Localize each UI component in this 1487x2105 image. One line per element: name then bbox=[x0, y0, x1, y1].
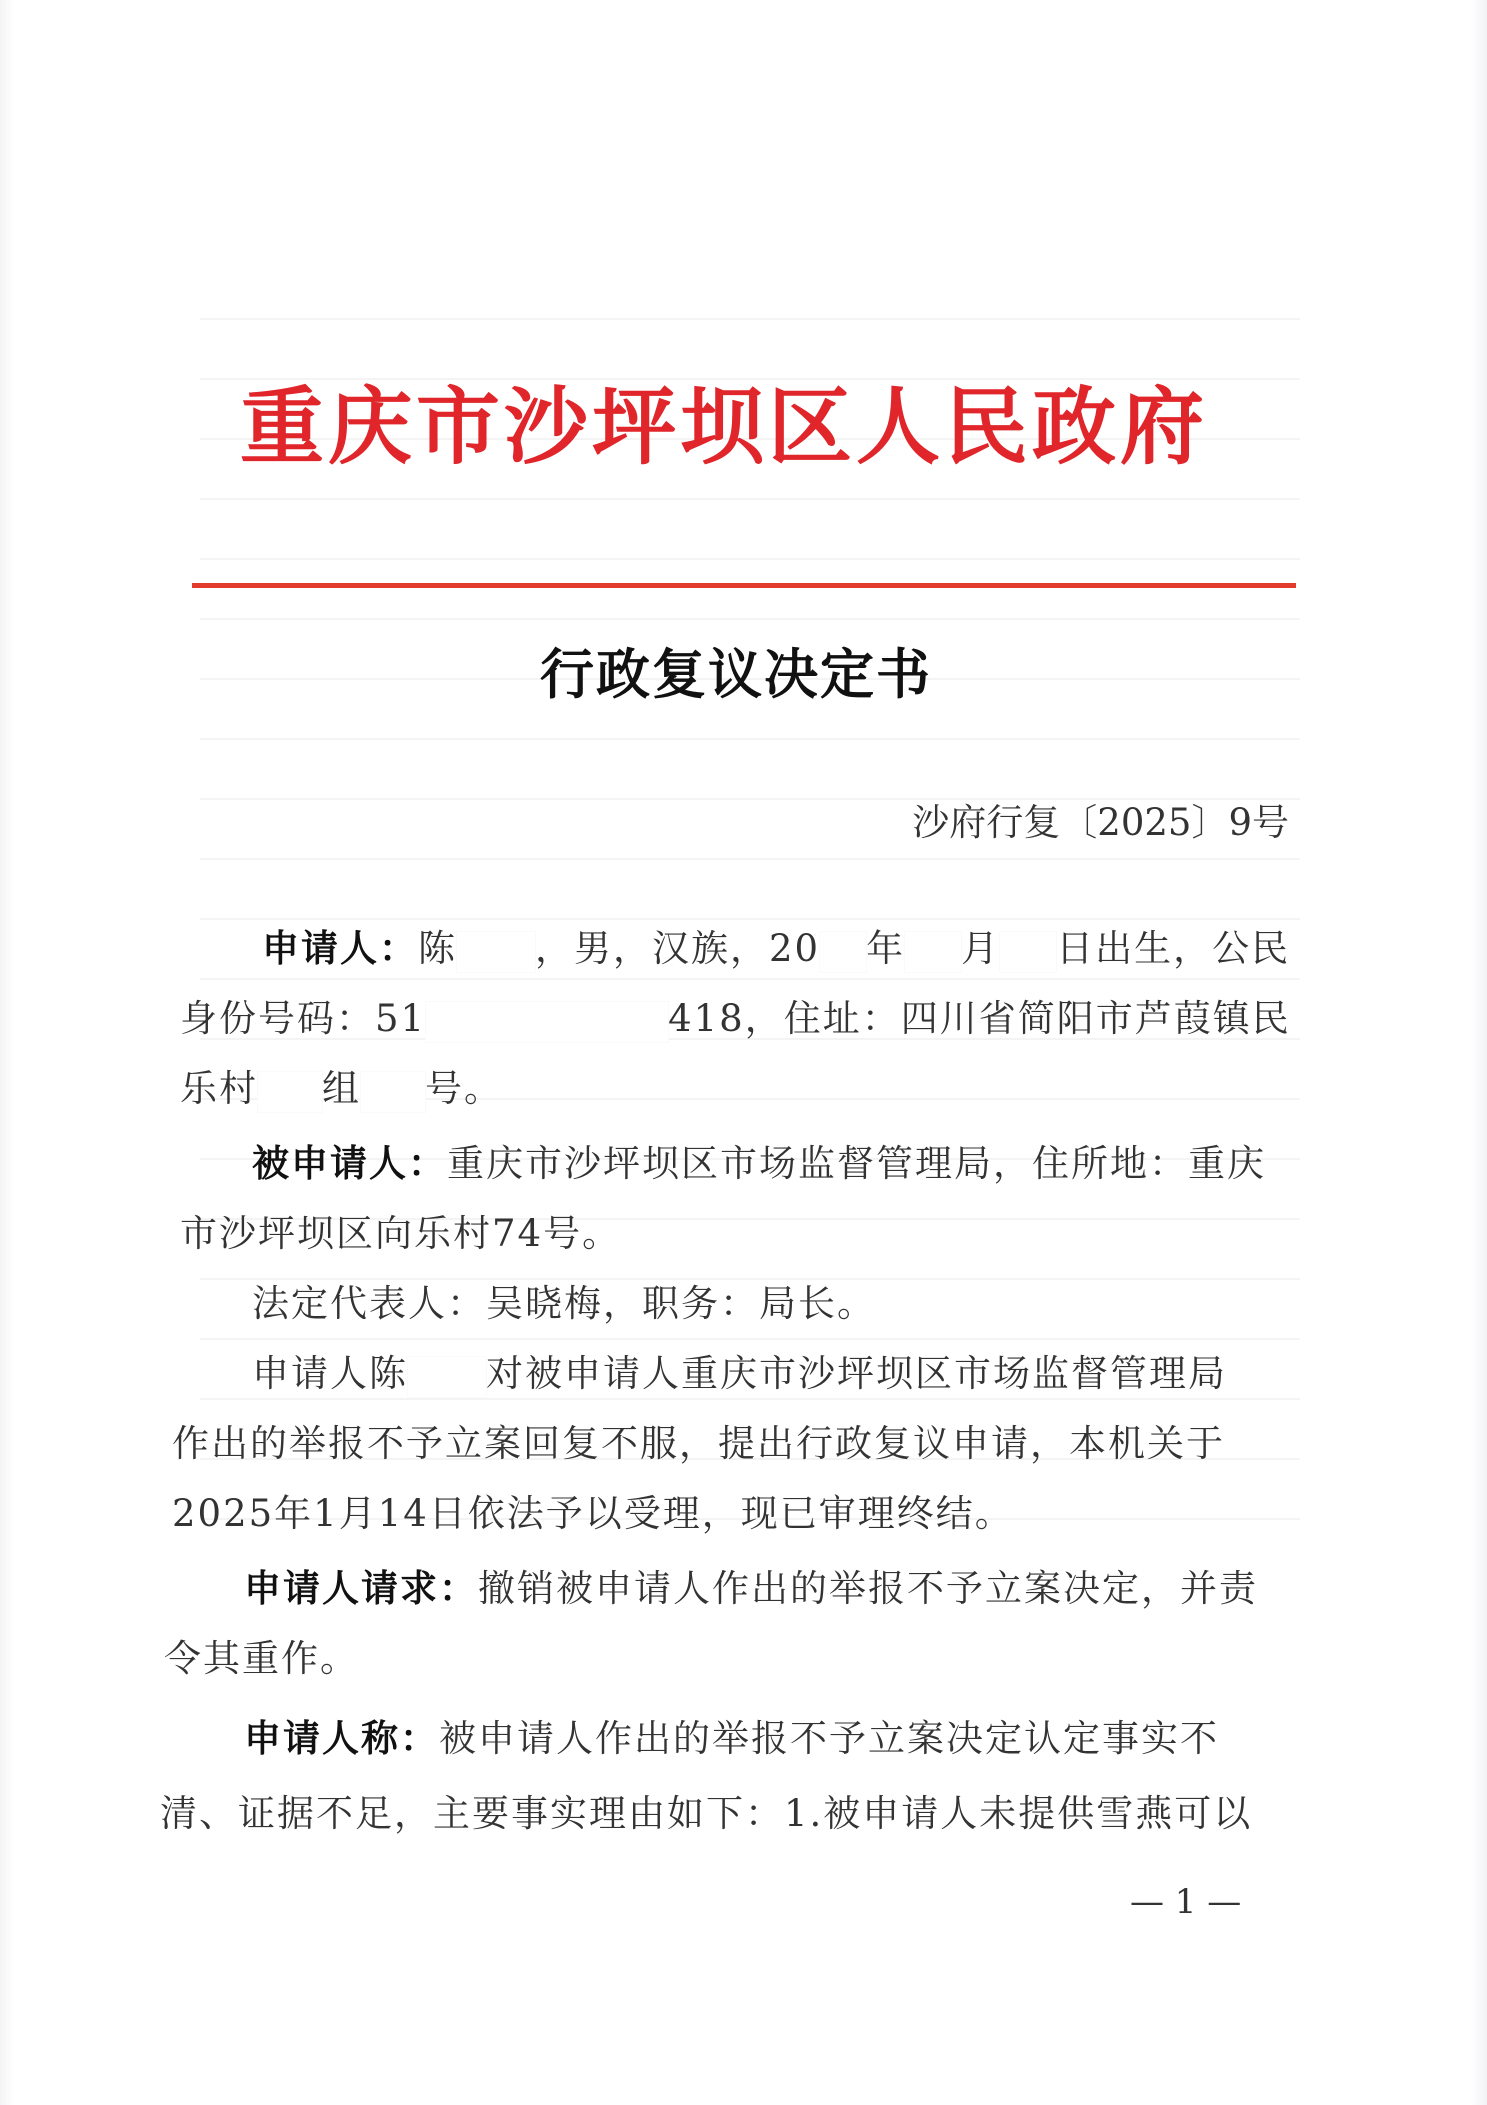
redaction-box bbox=[426, 1002, 668, 1042]
document-title: 行政复议决定书 bbox=[540, 642, 932, 706]
claim-line-1 bbox=[244, 1708, 1219, 1762]
legal-representative: 法定代表人：吴晓梅，职务：局长。 bbox=[252, 1282, 876, 1325]
respondent-line-1 bbox=[252, 1133, 1266, 1187]
redaction-box bbox=[457, 932, 535, 972]
claim-text-1: 被申请人作出的举报不予立案决定认定事实不 bbox=[439, 1717, 1219, 1760]
request-line-2: 令其重作。 bbox=[164, 1637, 359, 1680]
redaction-box bbox=[820, 932, 866, 972]
red-divider-line bbox=[192, 583, 1296, 588]
intro-line-2: 作出的举报不予立案回复不服，提出行政复议申请，本机关于 bbox=[172, 1422, 1225, 1465]
respondent-label: 被申请人： bbox=[252, 1142, 447, 1185]
id-suffix: 418，住址：四川省简阳市芦葭镇民 bbox=[668, 997, 1291, 1040]
year-unit: 年 bbox=[866, 927, 906, 970]
address-group: 组 bbox=[322, 1067, 361, 1110]
redaction-box bbox=[408, 1357, 486, 1397]
address-prefix: 乐村 bbox=[180, 1067, 258, 1110]
applicant-gender-ethnicity: ，男，汉族，20 bbox=[535, 927, 821, 970]
claim-label: 申请人称： bbox=[244, 1717, 439, 1760]
id-label: 身份号码：51 bbox=[180, 997, 427, 1040]
page-number: — 1 — bbox=[1130, 1882, 1242, 1922]
applicant-label: 申请人： bbox=[262, 927, 418, 970]
request-label: 申请人请求： bbox=[244, 1567, 478, 1610]
applicant-line-1 bbox=[262, 918, 1290, 972]
applicant-line-2 bbox=[180, 988, 1291, 1042]
applicant-line-3 bbox=[180, 1058, 503, 1112]
issuer-header: 重庆市沙坪坝区人民政府 bbox=[240, 377, 1209, 476]
request-line-1 bbox=[244, 1558, 1258, 1612]
request-text-1: 撤销被申请人作出的举报不予立案决定，并责 bbox=[478, 1567, 1258, 1610]
redaction-box bbox=[905, 932, 961, 972]
respondent-text-1: 重庆市沙坪坝区市场监督管理局，住所地：重庆 bbox=[447, 1142, 1266, 1185]
document-number: 沙府行复〔2025〕9号 bbox=[912, 801, 1289, 844]
intro-line-3: 2025年1月14日依法予以受理，现已审理终结。 bbox=[172, 1492, 1014, 1535]
claim-line-2: 清、证据不足，主要事实理由如下：1.被申请人未提供雪燕可以 bbox=[160, 1792, 1253, 1835]
month-unit: 月 bbox=[961, 927, 1001, 970]
applicant-name-prefix: 陈 bbox=[418, 927, 457, 970]
intro-line-1 bbox=[252, 1343, 1227, 1397]
redaction-box bbox=[258, 1072, 322, 1112]
redaction-box bbox=[1000, 932, 1056, 972]
redaction-box bbox=[361, 1072, 425, 1112]
address-suffix: 号。 bbox=[425, 1067, 503, 1110]
intro-suffix: 对被申请人重庆市沙坪坝区市场监督管理局 bbox=[486, 1352, 1227, 1395]
intro-prefix: 申请人陈 bbox=[252, 1352, 408, 1395]
birth-suffix: 日出生，公民 bbox=[1056, 927, 1291, 970]
respondent-line-2: 市沙坪坝区向乐村74号。 bbox=[180, 1212, 622, 1255]
